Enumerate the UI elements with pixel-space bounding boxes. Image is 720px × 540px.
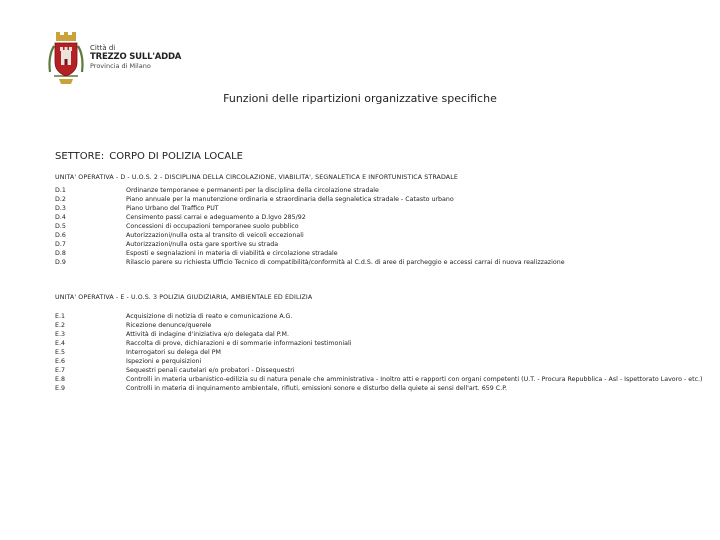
unit-d-list [55, 186, 705, 267]
list-item [55, 204, 705, 213]
item-text: Interrogatori su delega del PM [126, 349, 221, 356]
item-text: Concessioni di occupazioni temporanee suolo pubblico [126, 223, 299, 230]
municipality-logo [46, 32, 186, 90]
item-code: D.3 [55, 205, 66, 212]
item-text: Piano Urbano del Traffico PUT [126, 205, 219, 212]
item-code: D.1 [55, 187, 66, 194]
list-item [55, 348, 705, 357]
item-code: D.6 [55, 232, 66, 239]
item-text: Esposti e segnalazioni in materia di viabilità e circolazione stradale [126, 250, 338, 257]
list-item [55, 195, 705, 204]
item-text: Autorizzazioni/nulla osta al transito di veicoli eccezionali [126, 232, 304, 239]
item-text: Censimento passi carrai e adeguamento a D.lgvo 285/92 [126, 214, 306, 221]
list-item [55, 357, 705, 366]
logo-line-1: Città di [90, 44, 116, 52]
list-item [55, 222, 705, 231]
list-item [55, 249, 705, 258]
list-item [55, 240, 705, 249]
sector-label: SETTORE: [55, 151, 105, 162]
sector-heading [55, 151, 243, 162]
item-text: Acquisizione di notizia di reato e comunicazione A.G. [126, 313, 293, 320]
item-code: D.8 [55, 250, 66, 257]
item-text: Raccolta di prove, dichiarazioni e di sommarie informazioni testimoniali [126, 340, 352, 347]
logo-line-3: Provincia di Milano [90, 62, 151, 70]
sector-value: CORPO DI POLIZIA LOCALE [109, 151, 243, 162]
unit-title-d: UNITA' OPERATIVA - D - U.O.S. 2 - DISCIPLINA DELLA CIRCOLAZIONE, VIABILITA', SEGNALETICA E INFORTUNISTICA STRADALE [55, 174, 458, 181]
item-code: E.6 [55, 358, 65, 365]
unit-e-list [55, 312, 705, 393]
list-item [55, 384, 705, 393]
item-code: D.7 [55, 241, 66, 248]
item-code: D.9 [55, 259, 66, 266]
item-code: D.4 [55, 214, 66, 221]
item-text: Attività di indagine d'iniziativa e/o delegata dal P.M. [126, 331, 289, 338]
item-text: Ispezioni e perquisizioni [126, 358, 202, 365]
item-code: E.9 [55, 385, 65, 392]
list-item [55, 330, 705, 339]
list-item [55, 321, 705, 330]
list-item [55, 366, 705, 375]
list-item [55, 231, 705, 240]
item-code: E.8 [55, 376, 65, 383]
list-item [55, 213, 705, 222]
item-text: Ordinanze temporanee e permanenti per la disciplina della circolazione stradale [126, 187, 379, 194]
item-text: Ricezione denunce/querele [126, 322, 212, 329]
item-code: E.3 [55, 331, 65, 338]
item-code: E.5 [55, 349, 65, 356]
item-code: E.1 [55, 313, 65, 320]
item-text: Autorizzazioni/nulla osta gare sportive su strada [126, 241, 279, 248]
item-code: D.5 [55, 223, 66, 230]
municipal-crest-icon [46, 32, 86, 88]
item-code: E.2 [55, 322, 65, 329]
item-code: E.4 [55, 340, 65, 347]
list-item [55, 375, 705, 384]
list-item [55, 339, 705, 348]
document-title: Funzioni delle ripartizioni organizzative specifiche [223, 92, 497, 105]
list-item [55, 312, 705, 321]
item-text: Controlli in materia di inquinamento ambientale, rifiuti, emissioni sonore e disturbo della quiete ai sensi dell'art. 659 C.P. [126, 385, 508, 392]
item-code: D.2 [55, 196, 66, 203]
list-item [55, 258, 705, 267]
item-text: Piano annuale per la manutenzione ordinaria e straordinaria della segnaletica stradale - Catasto urbano [126, 196, 454, 203]
unit-title-e: UNITA' OPERATIVA - E - U.O.S. 3 POLIZIA GIUDIZIARIA, AMBIENTALE ED EDILIZIA [55, 294, 313, 301]
item-text: Rilascio parere su richiesta Ufficio Tecnico di compatibilità/conformità al C.d.S. di aree di parcheggio e accessi carrai di nuova realizzazione [126, 259, 565, 266]
list-item [55, 186, 705, 195]
item-text: Sequestri penali cautelari e/o probatori - Dissequestri [126, 367, 295, 374]
logo-text [90, 44, 181, 71]
item-code: E.7 [55, 367, 65, 374]
item-text: Controlli in materia urbanistico-edilizia su di natura penale che amministrativa - Inoltro atti e rapporti con organi competenti (U.T. - Procura Repubblica - Asl - Ispettorato Lavoro - etc.) [126, 376, 703, 383]
logo-line-2: TREZZO SULL'ADDA [90, 52, 182, 62]
